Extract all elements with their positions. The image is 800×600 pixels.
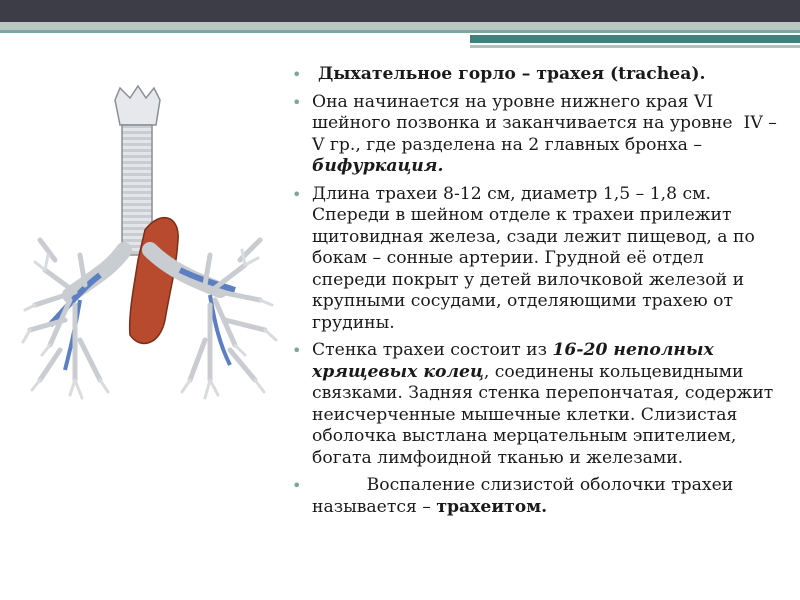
header-stripe [0, 30, 800, 33]
bullet-item [290, 184, 780, 335]
bullet-text: трахеитом. [436, 496, 548, 517]
bullet-item [290, 64, 780, 86]
bullet-text: бифуркация. [312, 156, 444, 176]
bullet-text: , соединены кольцевидными связками. Задняя стенка перепончатая, содержит неисчерченные мышечные клетки. Слизистая оболочка выстлана мерцательным эпителием, богата лимфоидной тканью и железами. [312, 361, 779, 468]
bullet-list [290, 64, 783, 518]
trachea-bronchi-drawing [20, 80, 290, 440]
text-content [290, 64, 783, 524]
bullet-item [290, 91, 783, 178]
bullet-text: Она начинается на уровне нижнего края VI шейного позвонка и заканчивается на уровне IV – V гр., где разделена на 2 главных бронха – [312, 91, 783, 155]
header-stripe [0, 22, 800, 30]
bullet-text: Воспаление слизистой оболочки трахеи называется – [312, 475, 739, 517]
bullet-item [290, 475, 780, 518]
bullet-text: 16-20 неполных хрящевых колец [312, 340, 720, 382]
bullet-text: Дыхательное горло – трахея (trachea). [312, 64, 706, 84]
bullet-text: Длина трахеи 8-12 см, диаметр 1,5 – 1,8 см. Спереди в шейном отделе к трахеи прилежит щитовидная железа, сзади лежит пищевод, а по бокам – сонные артерии. Грудной её отдел спереди покрыт у детей вилочковой железой и крупными сосудами, отделяющими трахею от грудины. [312, 183, 761, 333]
bullet-item [290, 340, 780, 469]
trachea-illustration [20, 80, 290, 440]
header-accent-stripe [470, 45, 800, 48]
header-accent-stripe [470, 35, 800, 43]
header-bar [0, 0, 800, 22]
bullet-text: Стенка трахеи состоит из [312, 340, 553, 360]
